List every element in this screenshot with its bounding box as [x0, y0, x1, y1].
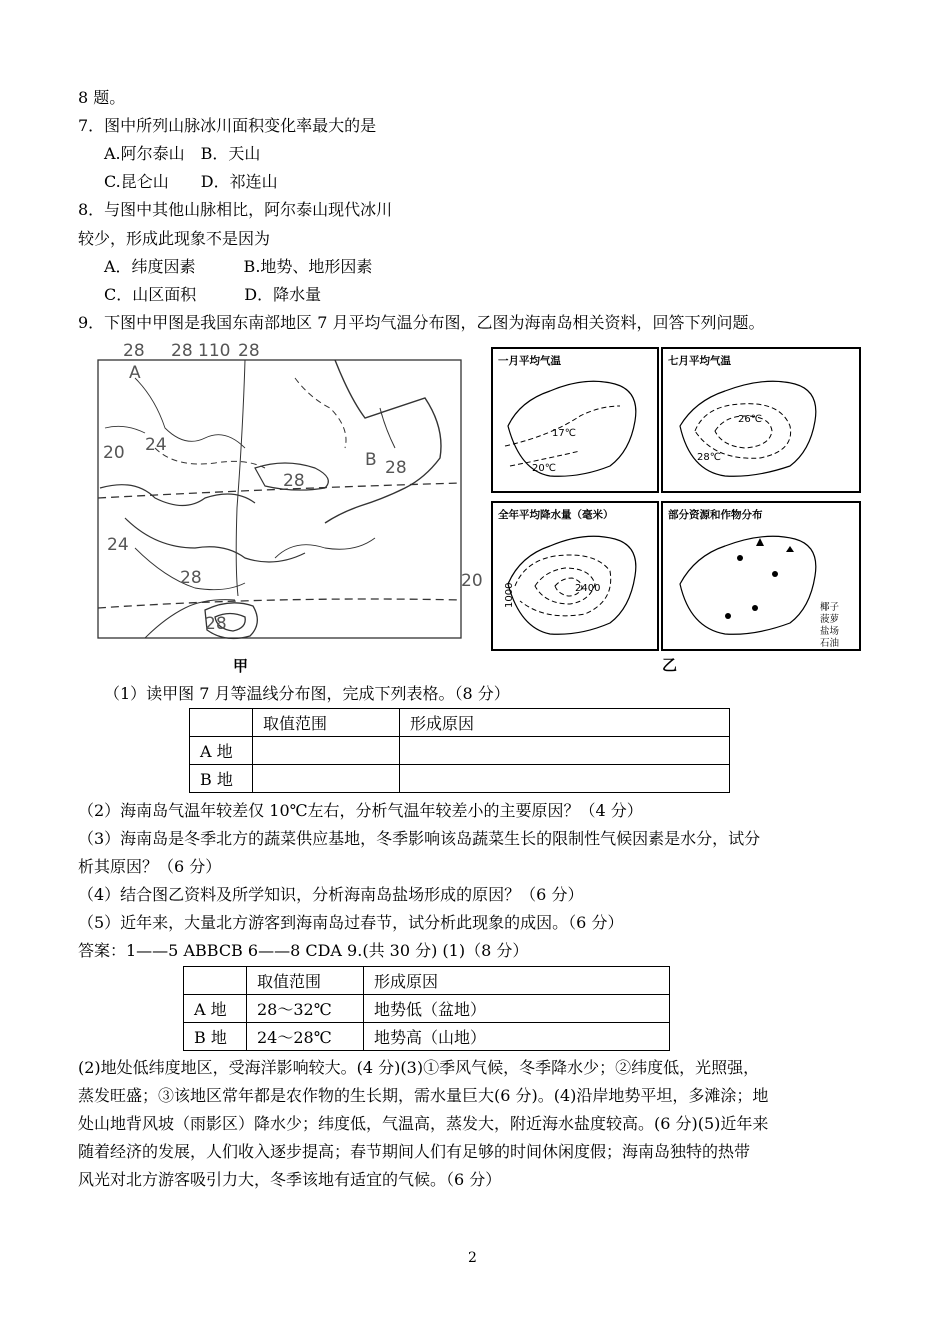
question-8-line2: 较少，形成此现象不是因为 [78, 229, 271, 248]
legend-salt: 盐场 [820, 626, 840, 637]
map-label-20b: 20 [461, 571, 483, 591]
table-header-cell [190, 709, 253, 737]
map-label-28e: 28 [283, 471, 305, 491]
answer-line-1: (2)地处低纬度地区，受海洋影响较大。(4 分)(3)①季风气候，冬季降水少；②纬度低，光照强， [78, 1058, 760, 1077]
map-label-28d: 28 [385, 458, 407, 478]
map-label-28a: 28 [123, 341, 145, 361]
sub-question-3-line1: （3）海南岛是冬季北方的蔬菜供应基地，冬季影响该岛蔬菜生长的限制性气候因素是水分，试分 [78, 829, 761, 848]
map-label-28b: 28 [171, 341, 193, 361]
table-cell: 地势高（山地） [364, 1023, 670, 1051]
page-number: 2 [468, 1250, 477, 1266]
table-cell[interactable] [253, 765, 400, 793]
sub-question-4: （4）结合图乙资料及所学知识，分析海南岛盐场形成的原因？（6 分） [78, 885, 584, 904]
q8-options-ab: A．纬度因素 B.地势、地形因素 [104, 257, 373, 276]
table-row [190, 709, 730, 737]
map-label-b: B [365, 450, 377, 470]
table-header-cell: 取值范围 [247, 967, 364, 995]
yi-p3-title: 全年平均降水量（毫米） [498, 509, 614, 521]
map-label-24a: 24 [145, 435, 167, 455]
sub-question-5: （5）近年来，大量北方游客到海南岛过春节，试分析此现象的成因。（6 分） [78, 913, 624, 932]
table-header-cell: 形成原因 [364, 967, 670, 995]
table-cell: A 地 [184, 995, 247, 1023]
yi-p1-17c: 17℃ [552, 428, 576, 439]
sub-question-1: （1）读甲图 7 月等温线分布图，完成下列表格。（8 分） [104, 684, 510, 703]
map-label-24b: 24 [107, 535, 129, 555]
answer-header: 答案：1——5 ABBCB 6——8 CDA 9.(共 30 分) (1)（8 分） [78, 941, 529, 960]
map-jia [95, 338, 487, 678]
table-cell: 24～28℃ [247, 1023, 364, 1051]
line-intro: 8 题。 [78, 88, 126, 107]
answer-line-2: 蒸发旺盛；③该地区常年都是农作物的生长期，需水量巨大(6 分)。(4)沿岸地势平坦，多滩涂；地 [78, 1086, 769, 1105]
legend-oil: 石油 [820, 638, 840, 649]
map-yi [490, 346, 866, 676]
map-label-20a: 20 [103, 443, 125, 463]
sub-question-3-line2: 析其原因？（6 分） [78, 857, 222, 876]
table-blank [189, 708, 730, 793]
answer-line-3: 处山地背风坡（雨影区）降水少；纬度低，气温高，蒸发大，附近海水盐度较高。(6 分)(5)近年来 [78, 1114, 769, 1133]
q8-options-cd: C．山区面积 D．降水量 [104, 285, 322, 304]
yi-p2-28c: 28℃ [697, 452, 721, 463]
question-8-line1: 8．与图中其他山脉相比，阿尔泰山现代冰川 [78, 200, 393, 219]
map-label-a: A [129, 363, 141, 383]
map-jia-caption: 甲 [233, 657, 249, 675]
table-cell[interactable] [253, 737, 400, 765]
table-header-cell [184, 967, 247, 995]
table-row [184, 995, 670, 1023]
yi-p1-title: 一月平均气温 [498, 355, 561, 367]
q7-options-cd: C.昆仑山 D．祁连山 [104, 172, 278, 191]
table-cell[interactable] [400, 765, 730, 793]
q7-options-ab: A.阿尔泰山 B．天山 [104, 144, 261, 163]
yi-p2-26c: 26℃ [738, 414, 762, 425]
question-7: 7．图中所列山脉冰川面积变化率最大的是 [78, 116, 377, 135]
answer-line-4: 随着经济的发展，人们收入逐步提高；春节期间人们有足够的时间休闲度假；海南岛独特的热带 [78, 1142, 751, 1161]
answer-line-5: 风光对北方游客吸引力大，冬季该地有适宜的气候。（6 分） [78, 1170, 502, 1189]
table-cell: 地势低（盆地） [364, 995, 670, 1023]
table-header-cell: 取值范围 [253, 709, 400, 737]
map-yi-caption: 乙 [662, 656, 678, 674]
legend-coconut: 椰子 [820, 602, 840, 613]
yi-p1-20c: 20℃ [532, 463, 556, 474]
map-label-110: 110 [198, 341, 231, 361]
map-label-28g: 28 [205, 614, 227, 634]
legend-pineapple: 菠萝 [820, 614, 840, 625]
table-row [184, 967, 670, 995]
table-row [190, 737, 730, 765]
sub-question-2: （2）海南岛气温年较差仅 10℃左右，分析气温年较差小的主要原因？（4 分） [78, 801, 643, 820]
table-header-cell: 形成原因 [400, 709, 730, 737]
table-row [184, 1023, 670, 1051]
table-cell: 28～32℃ [247, 995, 364, 1023]
yi-p3-1000: 1000 [504, 582, 515, 608]
table-row [190, 765, 730, 793]
table-cell: A 地 [190, 737, 253, 765]
question-9: 9．下图中甲图是我国东南部地区 7 月平均气温分布图，乙图为海南岛相关资料，回答下列问题。 [78, 313, 765, 332]
table-cell: B 地 [190, 765, 253, 793]
table-answer [183, 966, 670, 1051]
table-cell: B 地 [184, 1023, 247, 1051]
map-label-28c: 28 [238, 341, 260, 361]
table-cell[interactable] [400, 737, 730, 765]
yi-p2-title: 七月平均气温 [668, 355, 731, 367]
yi-p4-title: 部分资源和作物分布 [668, 509, 763, 521]
map-label-28f: 28 [180, 568, 202, 588]
yi-p3-2400: 2400 [575, 583, 601, 594]
